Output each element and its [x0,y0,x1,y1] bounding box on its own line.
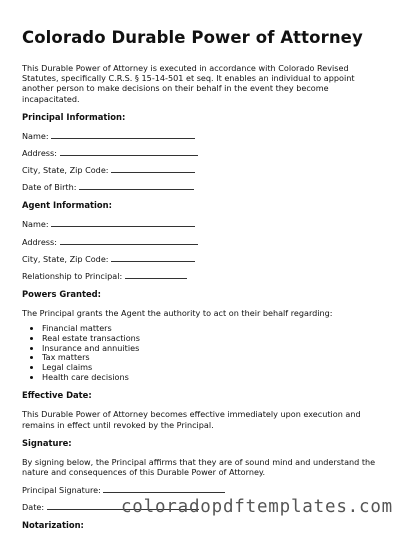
field-label: Date of Birth: [22,182,77,193]
principal-name-line[interactable] [51,137,195,139]
document-title: Colorado Durable Power of Attorney [22,28,363,47]
list-item: • Financial matters [42,324,384,334]
principal-name-field [22,131,384,141]
agent-city-line[interactable] [111,260,195,262]
signature-heading: Signature: [22,437,72,448]
notarization-heading: Notarization: [22,520,84,531]
intro-paragraph: This Durable Power of Attorney is executed in accordance with Colorado Revised Statutes, specifically C.R.S. § 15-14-501 et seq. It enables an individual to appoint another person to make decisions on their behalf in the event they become incapacitated. [22,63,355,104]
field-label: City, State, Zip Code: [22,165,109,176]
effective-heading: Effective Date: [22,390,92,401]
document-page [22,28,384,539]
principal-city-line[interactable] [111,171,195,173]
agent-city-field [22,254,384,264]
agent-name-field [22,219,384,229]
principal-city-field [22,165,384,175]
agent-address-field [22,237,384,247]
field-label: Principal Signature: [22,485,101,496]
field-label: Address: [22,236,57,247]
field-label: Name: [22,219,49,230]
agent-heading: Agent Information: [22,200,112,211]
principal-signature-field [22,485,384,495]
powers-list [22,324,384,382]
field-label: City, State, Zip Code: [22,253,109,264]
agent-name-line[interactable] [51,225,195,227]
powers-heading: Powers Granted: [22,288,101,299]
agent-relationship-field [22,271,384,281]
list-item: • Legal claims [42,363,384,373]
signature-text: By signing below, the Principal affirms that they are of sound mind and understand the nature and consequences of this Durable Power of Attorney. [22,456,376,477]
field-label: Address: [22,148,57,158]
list-item: • Tax matters [42,353,384,363]
list-item: • Insurance and annuities [42,344,384,354]
list-item: • Health care decisions [42,373,384,383]
powers-text: The Principal grants the Agent the authority to act on their behalf regarding: [22,307,333,318]
principal-signature-line[interactable] [103,491,225,493]
watermark-text: coloradopdftemplates.com [120,497,393,517]
field-label: Date: [22,502,45,513]
principal-heading: Principal Information: [22,111,126,122]
effective-text: This Durable Power of Attorney becomes effective immediately upon execution and remains in effect until revoked by the Principal. [22,409,361,430]
principal-address-line[interactable] [60,154,198,156]
principal-dob-line[interactable] [79,188,194,190]
field-label: Name: [22,130,49,141]
principal-dob-field [22,182,384,192]
list-item: • Real estate transactions [42,334,384,344]
agent-address-line[interactable] [60,243,198,245]
principal-address-field [22,148,384,158]
agent-relationship-line[interactable] [125,277,187,279]
field-label: Relationship to Principal: [22,270,123,281]
